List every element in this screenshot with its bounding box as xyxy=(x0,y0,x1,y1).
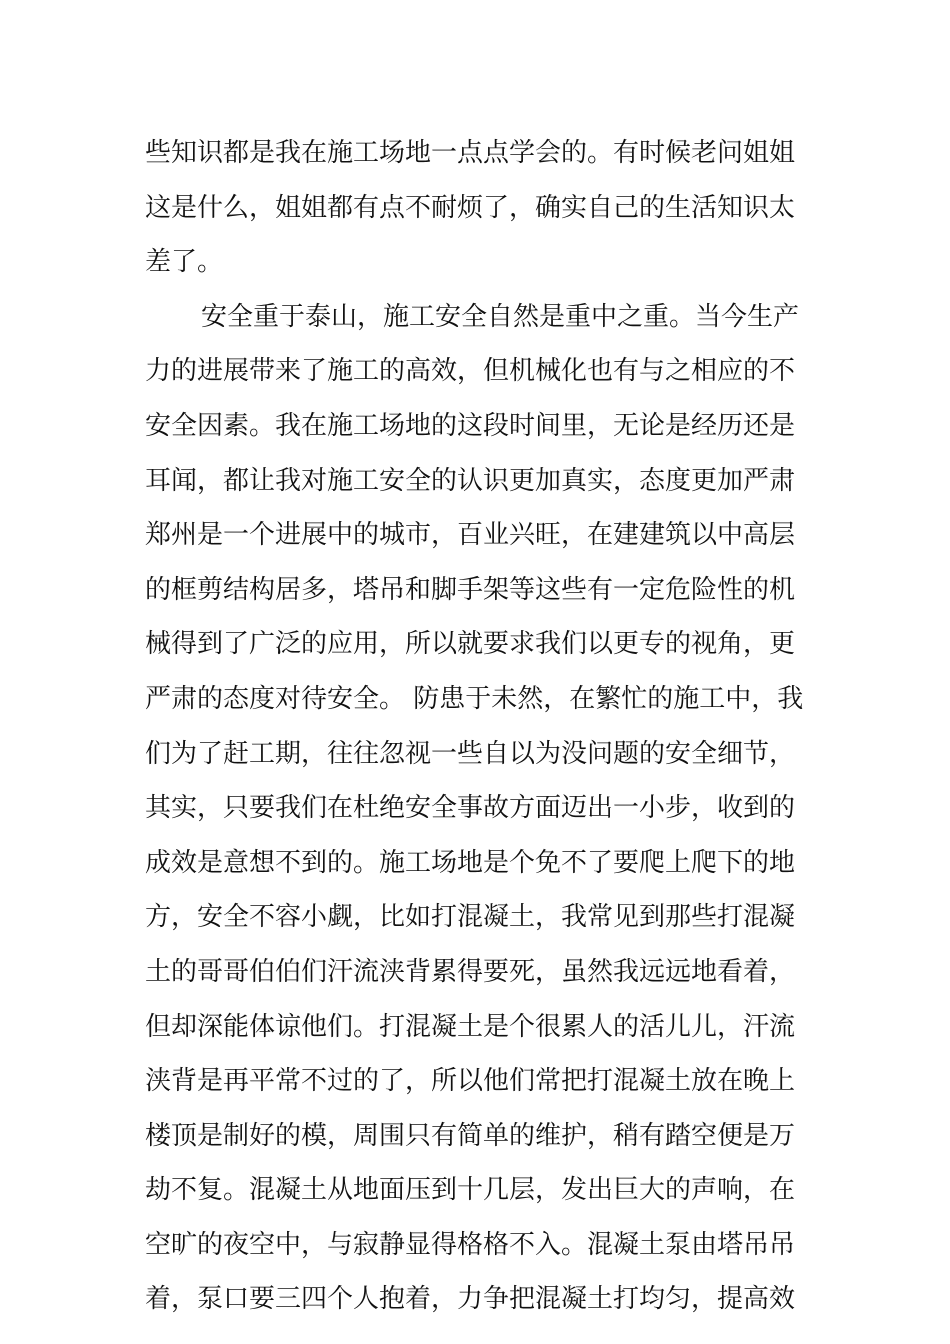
text-line: 其实，只要我们在杜绝安全事故方面迈出一小步，收到的 xyxy=(145,793,796,824)
text-line: 安全因素。我在施工场地的这段时间里，无论是经历还是 xyxy=(145,410,796,441)
text-line: 着，泵口要三四个人抱着，力争把混凝土打均匀，提高效 xyxy=(145,1284,796,1315)
text-line: 楼顶是制好的模，周围只有简单的维护，稍有踏空便是万 xyxy=(145,1120,796,1151)
text-line: 耳闻，都让我对施工安全的认识更加真实，态度更加严肃 xyxy=(145,465,796,496)
text-line: 严肃的态度对待安全。 防患于未然，在繁忙的施工中，我 xyxy=(145,683,804,714)
text-line: 土的哥哥伯伯们汗流浃背累得要死，虽然我远远地看着， xyxy=(145,956,796,987)
text-line: 们为了赶工期，往往忽视一些自以为没问题的安全细节， xyxy=(145,738,796,769)
text-line: 浃背是再平常不过的了，所以他们常把打混凝土放在晚上 xyxy=(145,1066,796,1097)
text-line: 成效是意想不到的。施工场地是个免不了要爬上爬下的地 xyxy=(145,847,796,878)
text-line: 力的进展带来了施工的高效，但机械化也有与之相应的不 xyxy=(145,356,796,387)
text-line: 空旷的夜空中，与寂静显得格格不入。混凝土泵由塔吊吊 xyxy=(145,1229,796,1260)
text-line: 安全重于泰山，施工安全自然是重中之重。当今生产 xyxy=(201,301,800,332)
text-line: 但却深能体谅他们。打混凝土是个很累人的活儿儿，汗流 xyxy=(145,1011,796,1042)
text-line: 这是什么，姐姐都有点不耐烦了，确实自己的生活知识太 xyxy=(145,192,796,223)
text-line: 差了。 xyxy=(145,247,224,278)
text-line: 郑州是一个进展中的城市，百业兴旺，在建建筑以中高层 xyxy=(145,520,796,551)
text-line: 劫不复。混凝土从地面压到十几层，发出巨大的声响，在 xyxy=(145,1175,796,1206)
text-line: 的框剪结构居多，塔吊和脚手架等这些有一定危险性的机 xyxy=(145,574,796,605)
body-text xyxy=(145,126,810,1327)
text-line: 方，安全不容小觑，比如打混凝土，我常见到那些打混凝 xyxy=(145,902,796,933)
text-line: 械得到了广泛的应用，所以就要求我们以更专的视角，更 xyxy=(145,629,796,660)
text-line: 些知识都是我在施工场地一点点学会的。有时候老问姐姐 xyxy=(145,138,796,168)
